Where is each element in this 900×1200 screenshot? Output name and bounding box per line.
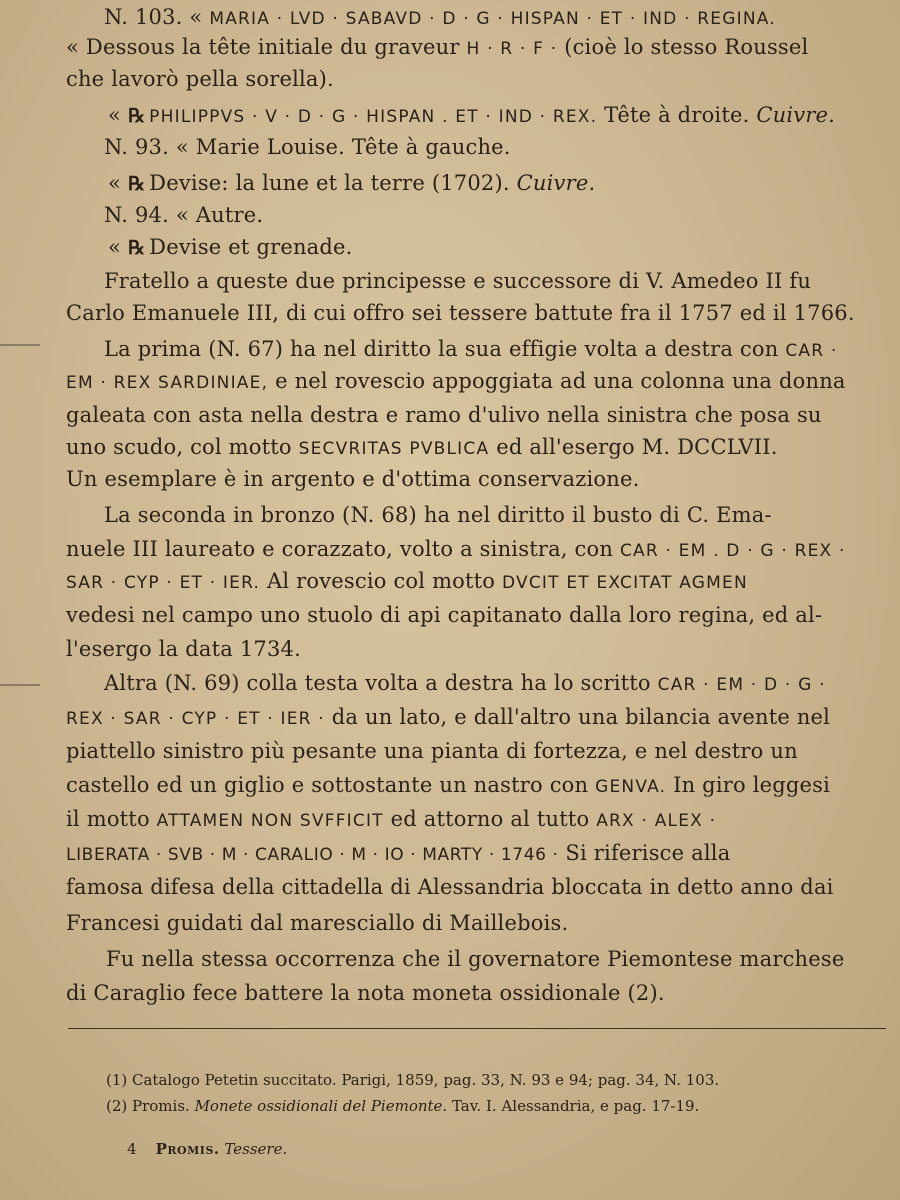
text-line xyxy=(66,772,830,800)
inscription-text: ARX · ALEX · xyxy=(596,811,717,831)
text-span: « xyxy=(108,103,128,127)
footnote-2 xyxy=(106,1096,699,1116)
text-span: Al rovescio col motto xyxy=(260,569,503,593)
text-line: Carlo Emanuele III, di cui offro sei tessere battute fra il 1757 ed il 1766. xyxy=(66,301,855,325)
text-line xyxy=(104,670,826,698)
text-line: famosa difesa della cittadella di Alessandria bloccata in detto anno dai xyxy=(66,875,834,899)
inscription-text: GENVA. xyxy=(595,777,667,797)
text-line xyxy=(66,568,748,596)
inscription-text: EM · REX SARDINIAE, xyxy=(66,373,269,393)
text-line xyxy=(66,434,778,462)
text-span: Si riferisce alla xyxy=(558,841,731,865)
italic-text: Cuivre. xyxy=(756,103,836,127)
text-span: e nel rovescio appoggiata ad una colonna una donna xyxy=(268,369,846,393)
inscription-text: SAR · CYP · ET · IER. xyxy=(66,573,261,593)
inscription-text: DVCIT ET EXCITAT AGMEN xyxy=(502,573,748,593)
inscription-text: CAR · EM . D · G · REX · xyxy=(619,541,846,561)
italic-text: Cuivre. xyxy=(516,171,596,195)
inscription-text: LIBERATA · SVB · M · CARALIO · M · IO · MARTY · 1746 · xyxy=(66,845,559,865)
text-span: Tête à droite. xyxy=(597,103,757,127)
text-line xyxy=(66,536,846,564)
text-span: (cioè lo stesso Roussel xyxy=(557,35,809,59)
text-line: vedesi nel campo uno stuolo di api capitanato dalla loro regina, ed al- xyxy=(66,603,823,627)
text-line: Fratello a queste due principesse e successore di V. Amedeo II fu xyxy=(104,269,812,293)
italic-text: Monete ossidionali del Piemonte. xyxy=(194,1097,448,1115)
inscription-text: PHILIPPVS · V · D · G · HISPAN . ET · IND · REX. xyxy=(149,107,598,127)
text-span: Altra (N. 69) colla testa volta a destra ha lo scritto xyxy=(104,671,658,695)
text-line xyxy=(104,336,837,364)
text-span: N. 103. « xyxy=(104,5,210,29)
inscription-text: H · R · F · xyxy=(466,39,558,59)
text-span: « Dessous la tête initiale du graveur xyxy=(66,35,467,59)
text-line xyxy=(108,102,835,130)
text-line xyxy=(66,368,846,396)
inscription-text: REX · SAR · CYP · ET · IER · xyxy=(66,709,325,729)
text-span: « xyxy=(108,171,128,195)
text-line: Francesi guidati dal maresciallo di Maillebois. xyxy=(66,911,569,935)
text-span: In giro leggesi xyxy=(666,773,831,797)
inscription-text: SECVRITAS PVBLICA xyxy=(298,439,490,459)
text-line xyxy=(66,704,830,732)
text-line xyxy=(66,34,808,62)
margin-mark xyxy=(0,684,40,686)
text-line: La seconda in bronzo (N. 68) ha nel diritto il busto di C. Ema- xyxy=(104,503,772,527)
text-span: ed all'esergo M. DCCLVII. xyxy=(489,435,778,459)
text-span: il motto xyxy=(66,807,157,831)
text-span: Devise: la lune et la terre (1702). xyxy=(149,171,517,195)
inscription-text: ATTAMEN NON SVFFICIT xyxy=(156,811,384,831)
inscription-text: CAR · EM · D · G · xyxy=(657,675,826,695)
text-line xyxy=(104,4,776,32)
text-line xyxy=(66,840,730,868)
footnote-rule xyxy=(68,1028,886,1029)
reverse-symbol-icon: ℞ xyxy=(127,173,146,195)
footer-author: Promis. xyxy=(155,1140,220,1158)
text-line: galeata con asta nella destra e ramo d'ulivo nella sinistra che posa su xyxy=(66,403,822,427)
text-line: Fu nella stessa occorrenza che il governatore Piemontese marchese xyxy=(106,947,845,971)
text-span: La prima (N. 67) ha nel diritto la sua effigie volta a destra con xyxy=(104,337,786,361)
text-line xyxy=(108,234,353,261)
text-line: piattello sinistro più pesante una pianta di fortezza, e nel destro un xyxy=(66,739,798,763)
text-span: uno scudo, col motto xyxy=(66,435,299,459)
reverse-symbol-icon: ℞ xyxy=(127,237,146,259)
footer-title: Tessere. xyxy=(224,1140,288,1158)
text-line: N. 94. « Autre. xyxy=(104,203,264,227)
text-line: N. 93. « Marie Louise. Tête à gauche. xyxy=(104,135,511,159)
text-span: « xyxy=(108,235,128,259)
inscription-text: MARIA · LVD · SABAVD · D · G · HISPAN · ET · IND · REGINA. xyxy=(209,9,776,29)
footnote-1: (1) Catalogo Petetin succitato. Parigi, 1859, pag. 33, N. 93 e 94; pag. 34, N. 103. xyxy=(106,1071,720,1089)
inscription-text: CAR · xyxy=(785,341,838,361)
text-span: nuele III laureato e corazzato, volto a sinistra, con xyxy=(66,537,620,561)
text-span: Devise et grenade. xyxy=(149,235,353,259)
text-line: l'esergo la data 1734. xyxy=(66,637,301,661)
text-span: da un lato, e dall'altro una bilancia avente nel xyxy=(324,705,831,729)
reverse-symbol-icon: ℞ xyxy=(127,105,146,127)
text-span: castello ed un giglio e sottostante un nastro con xyxy=(66,773,596,797)
page-footer xyxy=(127,1140,287,1158)
text-line: Un esemplare è in argento e d'ottima conservazione. xyxy=(66,467,640,491)
margin-mark xyxy=(0,344,40,346)
text-line xyxy=(66,806,716,834)
text-line xyxy=(108,170,595,197)
text-span: Tav. I. Alessandria, e pag. 17-19. xyxy=(447,1097,700,1115)
text-line: che lavorò pella sorella). xyxy=(66,67,334,91)
text-span: ed attorno al tutto xyxy=(383,807,597,831)
text-line: di Caraglio fece battere la nota moneta ossidionale (2). xyxy=(66,981,665,1005)
text-span: (2) Promis. xyxy=(106,1097,195,1115)
page-number: 4 xyxy=(127,1140,137,1158)
